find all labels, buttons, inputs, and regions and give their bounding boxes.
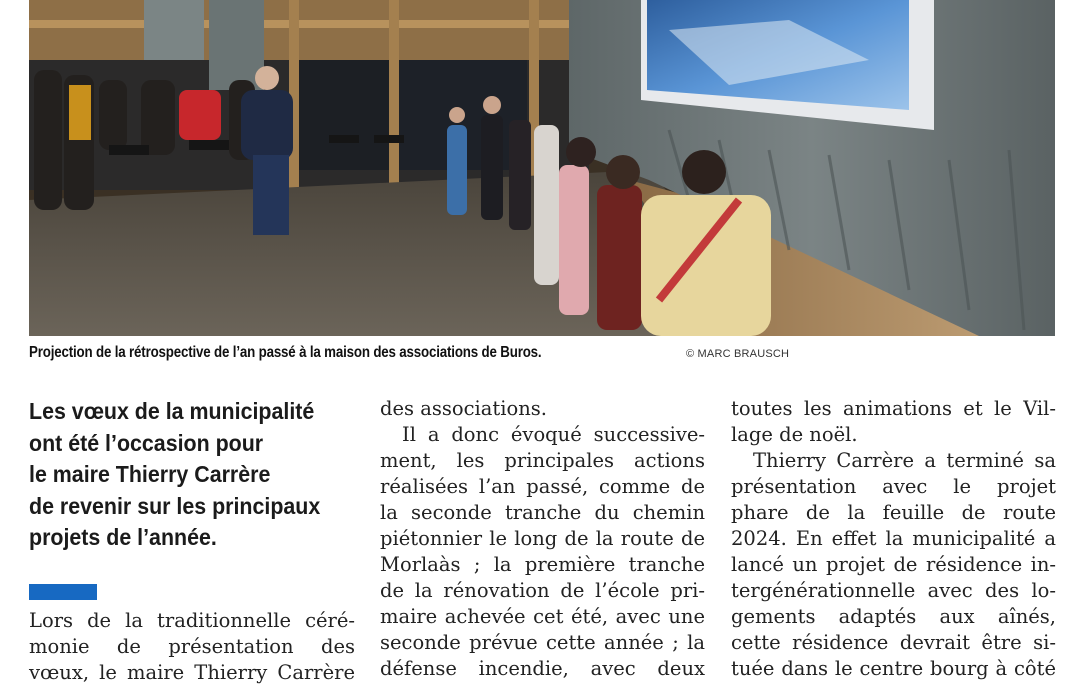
text-line: Il a donc évoqué successive- bbox=[402, 423, 705, 446]
text-line: phare de la feuille de route bbox=[731, 501, 1056, 524]
column-1-text bbox=[29, 608, 355, 686]
text-line: Morlaàs ; la première tranche bbox=[380, 553, 705, 576]
text-line: cette résidence devrait être si- bbox=[731, 631, 1056, 654]
text-line: la seconde tranche du chemin bbox=[380, 501, 705, 524]
text-line: gements adaptés aux aînés, bbox=[731, 605, 1056, 628]
photo-illustration bbox=[29, 0, 1055, 336]
column-3-text bbox=[731, 396, 1056, 682]
lede-line: Les vœux de la municipalité bbox=[29, 398, 315, 424]
text-line: tergénérationnelle avec des lo- bbox=[731, 579, 1056, 602]
text-line: vœux, le maire Thierry Carrère bbox=[29, 661, 355, 684]
text-line: 2024. En effet la municipalité a bbox=[731, 527, 1056, 550]
text-line: toutes les animations et le Vil- bbox=[731, 397, 1056, 420]
article-lede bbox=[29, 396, 355, 554]
article-column-1 bbox=[29, 396, 355, 684]
photo-caption bbox=[29, 344, 1055, 370]
article-column-3 bbox=[731, 396, 1056, 682]
text-line: lage de noël. bbox=[731, 423, 858, 446]
lede-line: projets de l’année. bbox=[29, 524, 217, 550]
lede-line: ont été l’occasion pour bbox=[29, 429, 264, 456]
article-column-2 bbox=[380, 396, 705, 682]
text-line: piétonnier le long de la route de bbox=[380, 527, 705, 550]
text-line: maire achevée cet été, avec une bbox=[380, 605, 705, 628]
article-photo bbox=[29, 0, 1055, 336]
caption-text: Projection de la rétrospective de l’an passé à la maison des associations de Buros. bbox=[29, 344, 542, 361]
lede-line: de revenir sur les principaux bbox=[29, 492, 321, 519]
text-line: ment, les principales actions bbox=[380, 449, 705, 472]
text-line: monie de présentation des bbox=[29, 635, 355, 658]
text-line: présentation avec le projet bbox=[731, 475, 1056, 498]
text-line: Thierry Carrère a terminé sa bbox=[753, 449, 1056, 472]
text-line: lancé un projet de résidence in- bbox=[731, 553, 1056, 576]
photo-credit: © MARC BRAUSCH bbox=[686, 348, 790, 360]
text-line: défense incendie, avec deux bbox=[380, 657, 705, 680]
column-2-text bbox=[380, 396, 705, 682]
text-line: seconde prévue cette année ; la bbox=[380, 631, 705, 654]
text-line: réalisées l’an passé, comme de bbox=[380, 475, 705, 498]
section-accent-rule bbox=[29, 584, 97, 600]
lede-line: le maire Thierry Carrère bbox=[29, 461, 271, 487]
text-line: tuée dans le centre bourg à côté bbox=[731, 657, 1056, 680]
text-line: Lors de la traditionnelle céré- bbox=[29, 609, 355, 632]
text-line: de la rénovation de l’école pri- bbox=[380, 579, 705, 602]
text-line: des associations. bbox=[380, 397, 547, 420]
